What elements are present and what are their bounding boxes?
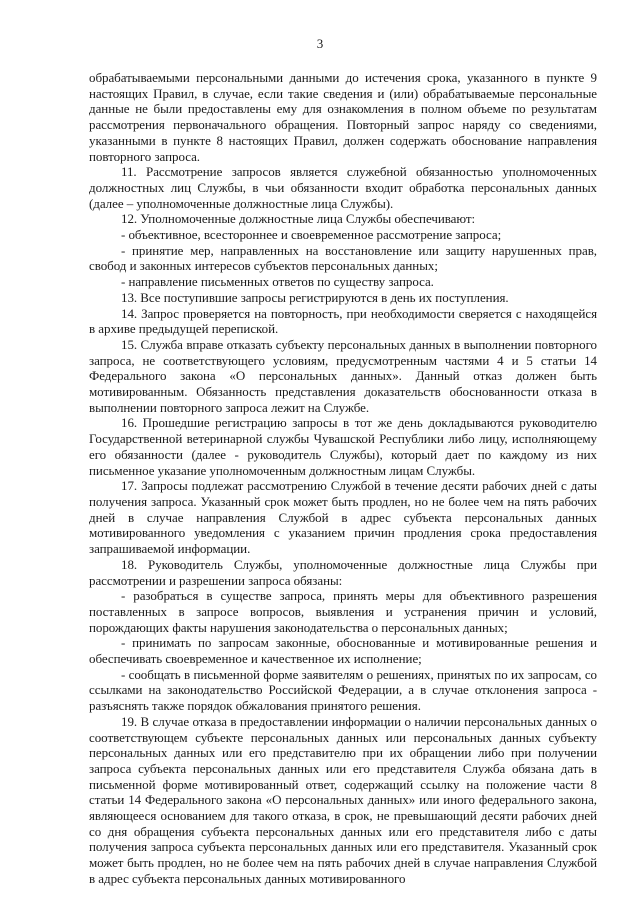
paragraph-11: 11. Рассмотрение запросов является служебной обязанностью уполномоченных должностных лиц Службы, в чьи обязанности входит обработка персональных данных (далее – уполномоченные должностные лица Службы). [89,164,597,211]
paragraph-18-item-2: - принимать по запросам законные, обоснованные и мотивированные решения и обеспечивать своевременное и качественное их исполнение; [89,635,597,667]
paragraph-12-item-2: - принятие мер, направленных на восстановление или защиту нарушенных прав, свобод и законных интересов субъектов персональных данных; [89,242,597,274]
paragraph-19: 19. В случае отказа в предоставлении информации о наличии персональных данных о соответствующем субъекте персональных данных или персональных данных субъекту персональных данных или его представителю при их обращении либо при получении запроса субъекта персональных данных или его представителя Служба обязана дать в письменной форме мотивированный ответ, содержащий ссылку на положение части 8 статьи 14 Федерального закона «О персональных данных» или иного федерального закона, являющееся основанием для такого отказа, в срок, не превышающий десяти рабочих дней со дня обращения субъекта персональных данных или его представителя либо с даты получения запроса субъекта персональных данных или его представителя. Указанный срок может быть продлен, но не более чем на пять рабочих дней в случае направления Службой в адрес субъекта персональных данных мотивированного [89,713,597,886]
paragraph-17: 17. Запросы подлежат рассмотрению Службой в течение десяти рабочих дней с даты получения запроса. Указанный срок может быть продлен, но не более чем на пять рабочих дней в случае направления Службой в адрес субъекта персональных данных мотивированного уведомления с указанием причин продления срока предоставления запрашиваемой информации. [89,478,597,557]
paragraph-18-item-1: - разобраться в существе запроса, принять меры для объективного разрешения поставленных в запросе вопросов, выявления и устранения причин и условий, порождающих факты нарушения законодательства о персональных данных; [89,588,597,635]
paragraph-18: 18. Руководитель Службы, уполномоченные должностные лица Службы при рассмотрении и разрешении запроса обязаны: [89,556,597,588]
paragraph-12-item-3: - направление письменных ответов по существу запроса. [121,274,434,290]
paragraph-12: 12. Уполномоченные должностные лица Службы обеспечивают: [121,211,476,227]
paragraph-continuation: обрабатываемыми персональными данными до истечения срока, указанного в пункте 9 настоящих Правил, в случае, если такие сведения и (или) обрабатываемые персональные данные не были предоставлены ему для ознакомления в полном объеме по результатам рассмотрения первоначального обращения. Повторный запрос наряду со сведениями, указанными в пункте 8 настоящих Правил, должен содержать обоснование направления повторного запроса. [89,70,597,164]
paragraph-14: 14. Запрос проверяется на повторность, при необходимости сверяется с находящейся в архиве предыдущей перепиской. [89,305,597,337]
document-body [89,70,597,887]
paragraph-16: 16. Прошедшие регистрацию запросы в тот же день докладываются руководителю Государственной ветеринарной службы Чувашской Республики либо лицу, исполняющему его обязанности (далее - руководитель Службы), который дает по каждому из них письменное указание уполномоченным должностным лицам Службы. [89,415,597,478]
paragraph-15: 15. Служба вправе отказать субъекту персональных данных в выполнении повторного запроса, не соответствующего условиям, предусмотренным частями 4 и 5 статьи 14 Федерального закона «О персональных данных». Данный отказ должен быть мотивированным. Обязанность представления доказательств обоснованности отказа в выполнении повторного запроса лежит на Службе. [89,336,597,415]
page-number: 3 [316,36,324,51]
paragraph-18-item-3: - сообщать в письменной форме заявителям о решениях, принятых по их запросам, со ссылками на законодательство Российской Федерации, а в случае отклонения запроса - разъяснять также порядок обжалования принятого решения. [89,666,597,714]
paragraph-13: 13. Все поступившие запросы регистрируются в день их поступления. [121,289,509,305]
paragraph-12-item-1: - объективное, всестороннее и своевременное рассмотрение запроса; [121,227,502,243]
